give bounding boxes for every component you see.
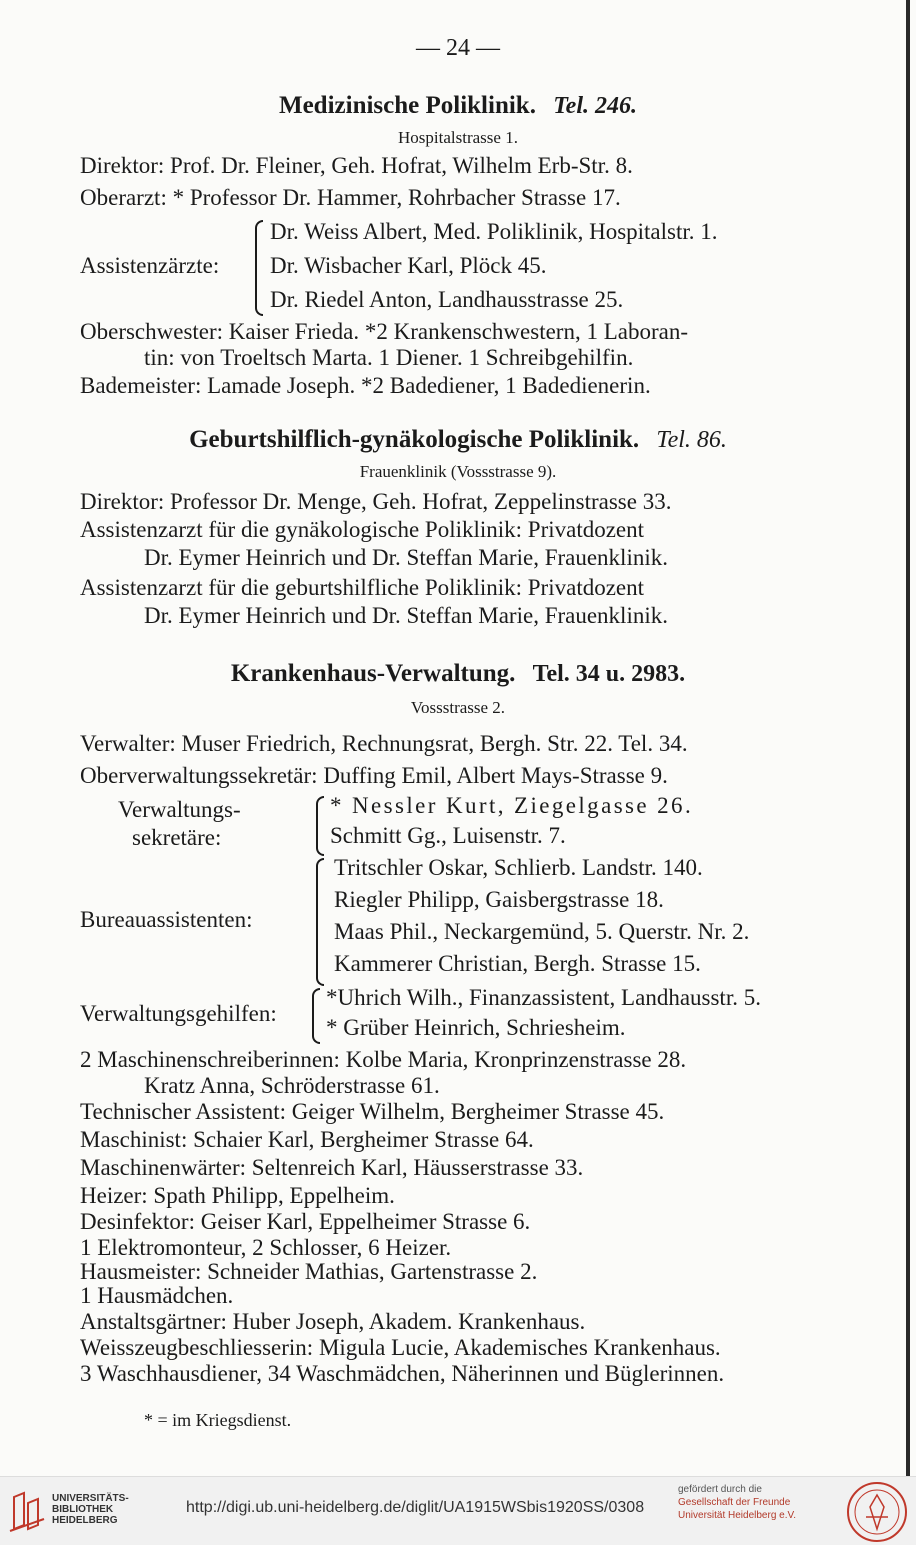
section-heading [0,660,916,688]
section-address: Hospitalstrasse 1. [398,128,518,147]
staff-line: Maschinist: Schaier Karl, Bergheimer Strasse 64. [80,1127,534,1152]
bademeister-line: Bademeister: Lamade Joseph. *2 Badediener, 1 Badedienerin. [80,373,651,398]
staff-line: Kratz Anna, Schröderstrasse 61. [144,1073,440,1098]
section-heading [0,92,916,120]
library-name-line: BIBLIOTHEK [52,1504,114,1515]
staff-line: Maschinenwärter: Seltenreich Karl, Häusserstrasse 33. [80,1155,584,1180]
verwaltungsgehilfen-label: Verwaltungsgehilfen: [80,1001,277,1026]
library-name [52,1493,129,1526]
staff-line: Desinfektor: Geiser Karl, Eppelheimer Strasse 6. [80,1209,531,1234]
section-tel: Tel. 86. [656,427,727,453]
brace [255,220,263,316]
bureauassistent-entry: Tritschler Oskar, Schlierb. Landstr. 140. [334,855,703,880]
assistenzarzt-line: Assistenzarzt für die geburtshilfliche Poliklinik: Privatdozent [80,575,645,600]
oberarzt-line: Oberarzt: * Professor Dr. Hammer, Rohrbacher Strasse 17. [80,185,621,210]
section-title: Krankenhaus-Verwaltung. [230,660,516,687]
funded-by-text: gefördert durch die [678,1484,762,1495]
verwaltungssekretaere-label: Verwaltungs- [118,797,241,822]
brace [312,988,320,1044]
staff-line: Anstaltsgärtner: Huber Joseph, Akadem. Krankenhaus. [80,1309,586,1334]
staff-line: 3 Waschhausdiener, 34 Waschmädchen, Näherinnen und Büglerinnen. [80,1361,725,1386]
section-title: Geburtshilflich-gynäkologische Poliklinik. [189,426,640,453]
verwaltungssekretaere-label-cont: sekretäre: [132,825,222,850]
staff-line: Hausmeister: Schneider Mathias, Gartenstrasse 2. [80,1259,538,1284]
permalink-link[interactable]: http://digi.ub.uni-heidelberg.de/diglit/UA1915WSbis1920SS/0308 [186,1499,645,1516]
section-tel: Tel. 246. [553,93,637,119]
staff-line: 1 Hausmädchen. [80,1283,234,1308]
assistenzarzt-entry: Dr. Wisbacher Karl, Plöck 45. [270,253,547,278]
gehilfe-entry: *Uhrich Wilh., Finanzassistent, Landhausstr. 5. [326,985,761,1010]
staff-line: 1 Elektromonteur, 2 Schlosser, 6 Heizer. [80,1235,452,1260]
bureauassistent-entry: Kammerer Christian, Bergh. Strasse 15. [334,951,701,976]
direktor-line: Direktor: Professor Dr. Menge, Geh. Hofrat, Zeppelinstrasse 33. [80,489,672,514]
oberschwester-line: Oberschwester: Kaiser Frieda. *2 Krankenschwestern, 1 Laboran- [80,319,688,344]
section-tel: Tel. 34 u. 2983. [532,661,686,687]
gehilfe-entry: * Grüber Heinrich, Schriesheim. [326,1015,626,1040]
brace [316,796,324,856]
staff-line: Weisszeugbeschliesserin: Migula Lucie, Akademisches Krankenhaus. [80,1335,721,1360]
section-address: Frauenklinik (Vossstrasse 9). [359,462,557,481]
library-name-line: HEIDELBERG [52,1515,118,1526]
verwalter-line: Verwalter: Muser Friedrich, Rechnungsrat, Bergh. Str. 22. Tel. 34. [80,731,688,756]
section-title: Medizinische Poliklinik. [278,92,536,119]
assistenzarzt-line-cont: Dr. Eymer Heinrich und Dr. Steffan Marie, Frauenklinik. [144,603,668,628]
assistenzarzt-entry: Dr. Weiss Albert, Med. Poliklinik, Hospitalstr. 1. [270,219,718,244]
viewer-footer [0,1476,916,1545]
library-logo-icon [8,1489,48,1533]
assistenzaerzte-label: Assistenzärzte: [80,253,220,278]
university-seal-icon [846,1481,908,1543]
direktor-line: Direktor: Prof. Dr. Fleiner, Geh. Hofrat, Wilhelm Erb-Str. 8. [80,153,633,178]
bureauassistent-entry: Riegler Philipp, Gaisbergstrasse 18. [334,887,664,912]
bureauassistent-entry: Maas Phil., Neckargemünd, 5. Querstr. Nr. 2. [334,919,750,944]
sekretaer-entry: Schmitt Gg., Luisenstr. 7. [330,823,566,848]
staff-line: 2 Maschinenschreiberinnen: Kolbe Maria, Kronprinzenstrasse 28. [80,1047,687,1072]
funder-credit [678,1483,796,1522]
assistenzarzt-line-cont: Dr. Eymer Heinrich und Dr. Steffan Marie, Frauenklinik. [144,545,668,570]
staff-line: Heizer: Spath Philipp, Eppelheim. [80,1183,395,1208]
oberschwester-line-cont: tin: von Troeltsch Marta. 1 Diener. 1 Schreibgehilfin. [144,345,634,370]
funder-name: Universität Heidelberg e.V. [678,1510,797,1521]
staff-line: Technischer Assistent: Geiger Wilhelm, Bergheimer Strasse 45. [80,1099,665,1124]
footnote: * = im Kriegsdienst. [144,1410,292,1430]
section-heading [0,426,916,454]
funder-name: Gesellschaft der Freunde [678,1497,791,1508]
oberverwaltung-line: Oberverwaltungssekretär: Duffing Emil, Albert Mays-Strasse 9. [80,763,668,788]
library-name-line: UNIVERSITÄTS- [52,1493,129,1504]
bureauassistenten-label: Bureauassistenten: [80,907,253,932]
sekretaer-entry: * Nessler Kurt, Ziegelgasse 26. [330,793,694,818]
assistenzarzt-line: Assistenzarzt für die gynäkologische Poliklinik: Privatdozent [80,517,645,542]
assistenzarzt-entry: Dr. Riedel Anton, Landhausstrasse 25. [270,287,624,312]
brace [316,858,324,986]
page-number: — 24 — [416,35,500,61]
section-address: Vossstrasse 2. [410,698,506,717]
